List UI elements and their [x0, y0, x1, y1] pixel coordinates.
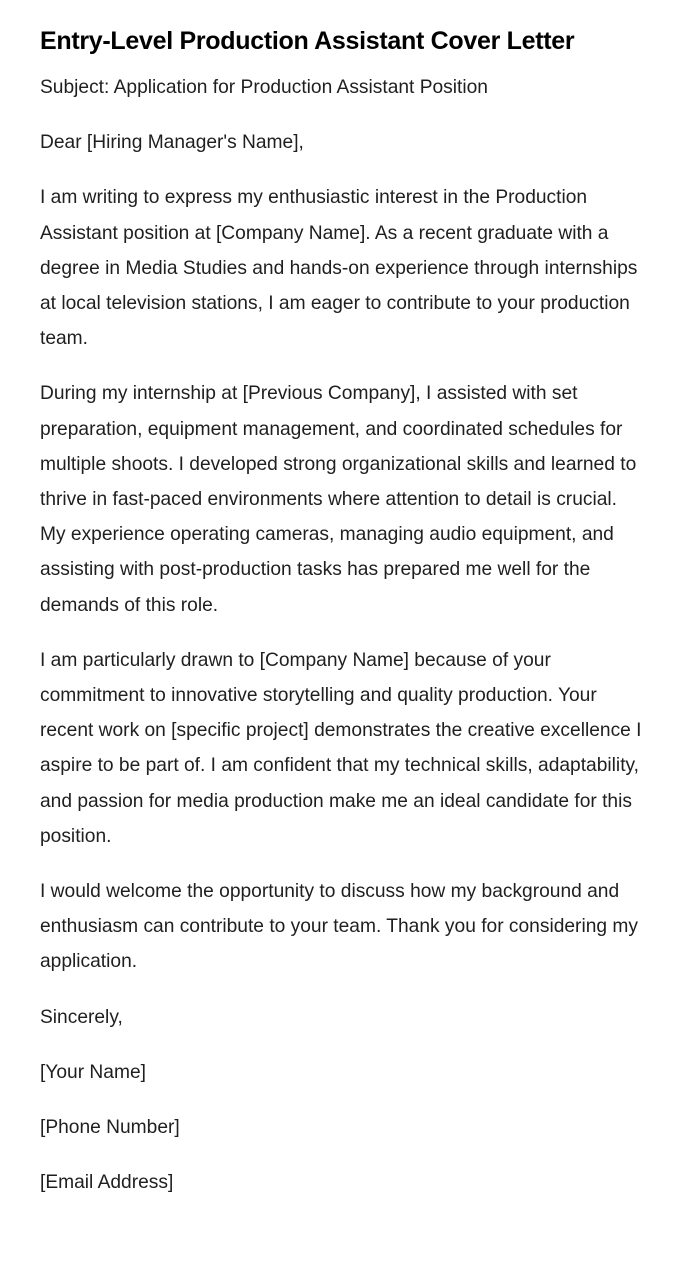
body-paragraph-experience: During my internship at [Previous Company], I assisted with set preparation, equipment management, and coordinated schedules for multiple shoots. I developed strong organizational skills and learned to thrive in fast-paced environments where attention to detail is crucial. My experience operating cameras, managing audio equipment, and assisting with post-production tasks has prepared me well for the demands of this role.: [40, 383, 637, 616]
salutation: Dear [Hiring Manager's Name],: [40, 132, 304, 154]
subject-line: Subject: Application for Production Assistant Position: [40, 77, 488, 98]
page-title: Entry-Level Production Assistant Cover Letter: [40, 27, 575, 55]
body-paragraph-motivation: I am particularly drawn to [Company Name] because of your commitment to innovative storytelling and quality production. Your recent work on [specific project] demonstrates the creative excellence I aspire to be part of. I am confident that my technical skills, adaptability, and passion for media production make me an ideal candidate for this position.: [40, 649, 642, 847]
signature-phone: [Phone Number]: [40, 1117, 180, 1139]
signature-name: [Your Name]: [40, 1061, 146, 1083]
body-paragraph-intro: I am writing to express my enthusiastic interest in the Production Assistant position at [Company Name]. As a recent graduate with a degree in Media Studies and hands-on experience through internships at local television stations, I am eager to contribute to your production team.: [40, 187, 638, 350]
signature-email: [Email Address]: [40, 1172, 174, 1194]
body-paragraph-closing: I would welcome the opportunity to discuss how my background and enthusiasm can contribute to your team. Thank you for considering my application.: [40, 881, 638, 973]
closing-line: Sincerely,: [40, 1006, 123, 1028]
